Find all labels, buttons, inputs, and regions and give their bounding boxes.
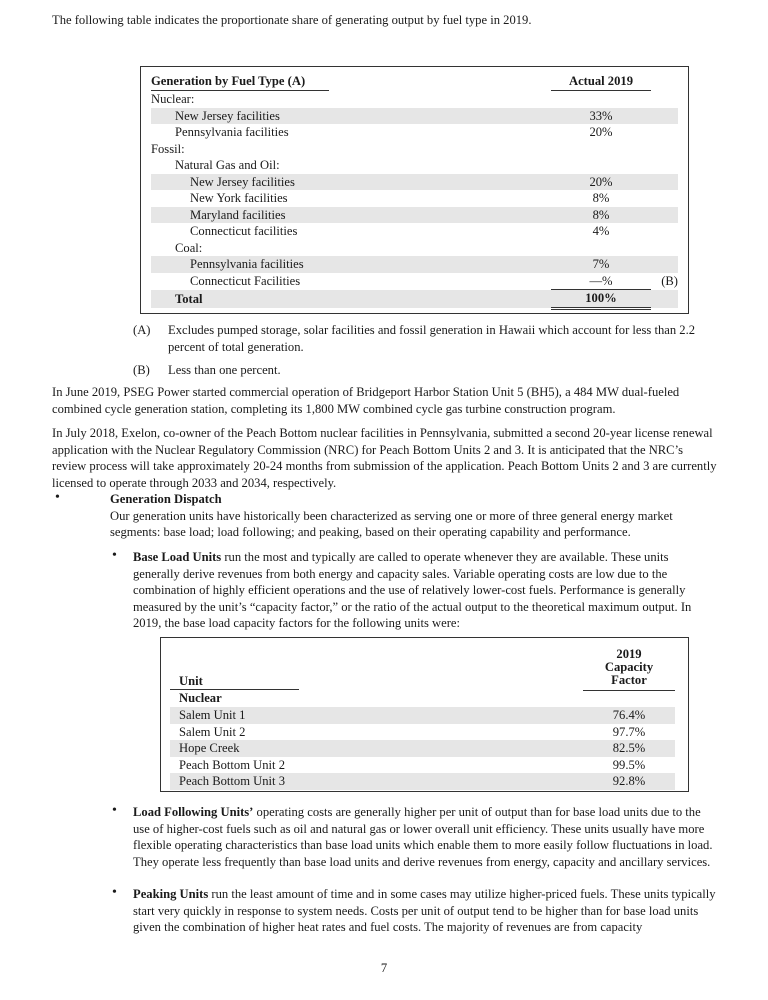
- capacity-row-label: Salem Unit 1: [170, 707, 583, 724]
- fuel-row-note: [651, 223, 678, 240]
- capacity-row-value: 97.7%: [612, 724, 646, 739]
- fuel-row-value: 8%: [592, 191, 610, 205]
- fuel-row-note: [651, 256, 678, 273]
- base-load-term: Base Load Units: [133, 550, 222, 564]
- peaking-text: run the least amount of time and in some cases may utilize higher-priced fuels. These units typically start very quickly in response to system needs. Costs per unit of output tend to be higher than for base load units given the combination of higher heat rates and fuel costs. The majority of revenues are from capacity: [133, 887, 716, 934]
- fuel-row-value: 8%: [551, 207, 651, 224]
- bullet-icon: •: [112, 803, 117, 818]
- fuel-table-total-value: 100%: [551, 290, 651, 309]
- fuel-table-row: [151, 190, 678, 207]
- fuel-type-table-box: [140, 66, 689, 314]
- fuel-row-value: [551, 157, 651, 174]
- fuel-table-total-label: Total: [151, 290, 551, 309]
- fuel-row-note: [651, 207, 678, 224]
- fuel-table-row: [151, 174, 678, 191]
- capacity-row-value: 92.8%: [583, 773, 675, 790]
- peaking-term: Peaking Units: [133, 887, 209, 901]
- fuel-table-row: [151, 124, 678, 141]
- fuel-table-row: [151, 91, 678, 108]
- fuel-table-row: [151, 141, 678, 158]
- capacity-row-label: Salem Unit 2: [179, 724, 246, 739]
- footnote-text: Excludes pumped storage, solar facilities and fossil generation in Hawaii which account for less than 2.2 percent of total generation.: [168, 323, 696, 354]
- capacity-table-row: [170, 740, 675, 757]
- fuel-row-label: Fossil:: [151, 141, 185, 156]
- fuel-type-table: [151, 73, 678, 310]
- fuel-row-note: [651, 174, 678, 191]
- base-load-text: run the most and typically are called to operate whenever they are available. These units generally derive revenues from both energy and capacity sales. Variable operating costs are low due to the combination of highly efficient operations and the use of relatively lower-cost fuels. Performance is generally measured by the unit’s “capacity factor,” or the ratio of the actual output to the theoretical maximum output. In 2019, the base load capacity factors for the following units were:: [133, 550, 692, 630]
- fuel-row-note: [651, 240, 678, 257]
- peaking-paragraph: [133, 886, 718, 936]
- capacity-row-value: 99.5%: [612, 757, 646, 772]
- capacity-table-row: [170, 773, 675, 790]
- fuel-row-label: Maryland facilities: [151, 207, 551, 224]
- fuel-row-note: [651, 91, 678, 108]
- fuel-row-note: (B): [661, 273, 678, 288]
- footnote-b: [133, 362, 718, 378]
- fuel-row-note: [651, 141, 678, 158]
- fuel-row-value: —%: [551, 273, 651, 290]
- generation-dispatch-text: Our generation units have historically been characterized as serving one or more of three general energy market segments: base load; load following; and peaking, based on their operating capability and performance.: [110, 508, 673, 539]
- capacity-row-label: Peach Bottom Unit 3: [170, 773, 583, 790]
- peach-bottom-paragraph: In July 2018, Exelon, co-owner of the Peach Bottom nuclear facilities in Pennsylvania, submitted a second 20-year license renewal application with the Nuclear Regulatory Commission (NRC) for Peach Bottom Units 2 and 3. It is anticipated that the NRC’s review process will take approximately 20-24 months from submission of the application. Peach Bottom Units 2 and 3 are currently licensed to operate through 2033 and 2034, respectively.: [52, 426, 717, 490]
- fuel-row-value: [551, 141, 651, 158]
- capacity-factor-table: [170, 646, 675, 790]
- fuel-row-label: Connecticut facilities: [190, 224, 298, 238]
- capacity-factor-table-box: [160, 637, 689, 792]
- bullet-icon: •: [55, 490, 60, 505]
- footnote-mark: (B): [133, 363, 150, 377]
- page-number: 7: [380, 961, 388, 975]
- fuel-row-value: 20%: [551, 174, 651, 191]
- footnote-mark: (A): [133, 323, 151, 337]
- fuel-row-label: Pennsylvania facilities: [151, 256, 551, 273]
- fuel-row-value: 20%: [589, 125, 613, 139]
- fuel-row-label: Nuclear:: [151, 91, 195, 106]
- fuel-row-label: Natural Gas and Oil:: [175, 158, 280, 172]
- fuel-table-header-value: Actual 2019: [551, 73, 651, 91]
- fuel-table-row: [151, 273, 678, 290]
- load-following-text: operating costs are generally higher per unit of output than for base load units due to the use of higher-cost fuels such as oil and natural gas or lower overall unit efficiency. These units usually have more flexible operating characteristics than base load units which enable them to more easily follow fluctuations in load. They operate less frequently than base load units and derive revenues from energy, capacity and ancillary services.: [133, 805, 713, 869]
- bullet-icon: •: [112, 548, 117, 563]
- capacity-table-header-label: Unit: [170, 673, 299, 691]
- fuel-table-row: [151, 223, 678, 240]
- load-following-term: Load Following Units’: [133, 805, 254, 819]
- capacity-table-header-value: 2019 Capacity Factor: [583, 646, 675, 690]
- fuel-table-row: [151, 108, 678, 125]
- fuel-table-row: [151, 256, 678, 273]
- footnote-text: Less than one percent.: [168, 363, 281, 377]
- fuel-row-note: [651, 190, 678, 207]
- fuel-row-label: Coal:: [175, 240, 203, 255]
- fuel-table-row: [151, 240, 678, 257]
- generation-dispatch-section: [110, 491, 718, 541]
- fuel-row-label: Connecticut Facilities: [190, 273, 301, 288]
- footnotes: [133, 322, 718, 378]
- footnote-a: [133, 322, 718, 356]
- fuel-table-header-label: Generation by Fuel Type (A): [151, 73, 329, 91]
- fuel-row-value: 33%: [551, 108, 651, 125]
- capacity-row-value: 82.5%: [583, 740, 675, 757]
- capacity-table-section: Nuclear: [179, 691, 222, 706]
- base-load-paragraph: [133, 549, 718, 632]
- fuel-table-row: [151, 207, 678, 224]
- fuel-row-value: [551, 240, 651, 257]
- fuel-row-label: Pennsylvania facilities: [175, 125, 289, 139]
- capacity-table-row: [170, 757, 675, 774]
- capacity-row-label: Hope Creek: [170, 740, 583, 757]
- fuel-row-label: New York facilities: [190, 191, 288, 205]
- load-following-paragraph: [133, 804, 718, 870]
- fuel-row-label: New Jersey facilities: [151, 108, 551, 125]
- fuel-row-note: [651, 157, 678, 174]
- fuel-table-row: [151, 157, 678, 174]
- capacity-row-value: 76.4%: [583, 707, 675, 724]
- bh5-paragraph: In June 2019, PSEG Power started commercial operation of Bridgeport Harbor Station Unit 5 (BH5), a 484 MW dual-fueled combined cycle generation station, completing its 1,800 MW combined cycle gas turbine construction program.: [52, 385, 680, 416]
- fuel-row-value: 7%: [551, 256, 651, 273]
- fuel-row-value: [551, 91, 651, 108]
- bullet-icon: •: [112, 885, 117, 900]
- capacity-table-row: [170, 724, 675, 741]
- capacity-row-label: Peach Bottom Unit 2: [179, 757, 285, 772]
- fuel-row-note: [651, 124, 678, 141]
- generation-dispatch-heading: Generation Dispatch: [110, 492, 222, 506]
- fuel-row-value: 4%: [592, 224, 610, 238]
- capacity-table-row: [170, 707, 675, 724]
- fuel-row-label: New Jersey facilities: [151, 174, 551, 191]
- intro-text: The following table indicates the proportionate share of generating output by fuel type in 2019.: [52, 13, 532, 27]
- fuel-row-note: [651, 108, 678, 125]
